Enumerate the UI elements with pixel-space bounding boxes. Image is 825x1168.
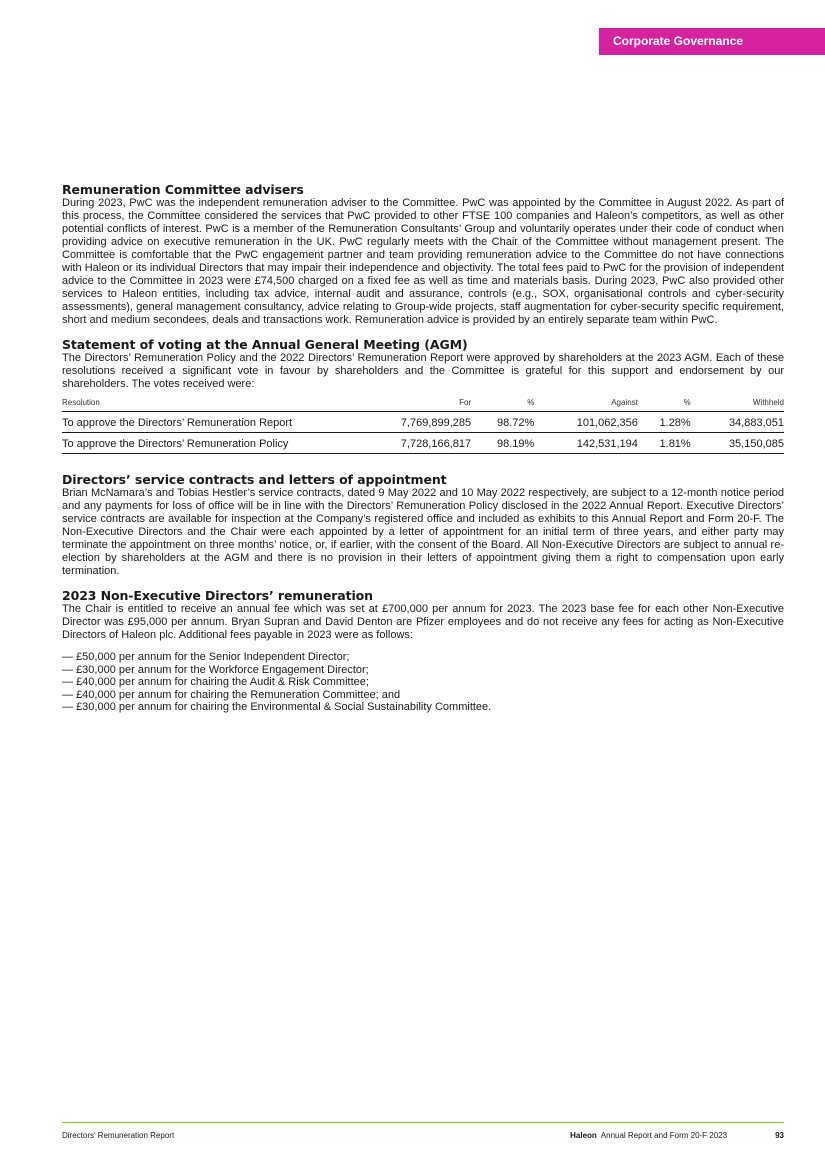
section-tag: Corporate Governance (599, 28, 825, 55)
header-against: Against (534, 398, 638, 412)
cell-for-percent: 98.72% (471, 412, 534, 433)
cell-against: 142,531,194 (534, 433, 638, 454)
advisers-section (62, 182, 784, 327)
list-item: — £40,000 per annum for chairing the Audit & Risk Committee; (62, 676, 784, 689)
list-item: — £50,000 per annum for the Senior Independent Director; (62, 651, 784, 664)
cell-for: 7,728,166,817 (352, 433, 471, 454)
header-for: For (352, 398, 471, 412)
list-item: — £30,000 per annum for the Workforce Engagement Director; (62, 664, 784, 677)
footer-divider (62, 1122, 784, 1123)
footer-section-title: Directors’ Remuneration Report (62, 1131, 175, 1140)
contracts-section (62, 472, 784, 578)
cell-against-percent: 1.81% (638, 433, 691, 454)
cell-withheld: 34,883,051 (691, 412, 784, 433)
ned-heading: 2023 Non-Executive Directors’ remuneration (62, 588, 373, 603)
cell-withheld: 35,150,085 (691, 433, 784, 454)
cell-for: 7,769,899,285 (352, 412, 471, 433)
page-content (62, 182, 784, 724)
list-item: — £30,000 per annum for chairing the Environmental & Social Sustainability Committee. (62, 701, 784, 714)
cell-resolution: To approve the Directors’ Remuneration Report (62, 412, 352, 433)
header-withheld: Withheld (691, 398, 784, 412)
advisers-body: During 2023, PwC was the independent remuneration adviser to the Committee. PwC was appointed by the Committee in August 2022. As part of this process, the Committee considered the services that PwC provided to other FTSE 100 companies and Haleon’s competitors, as well as other potential conflicts of interest. PwC is a member of the Remuneration Consultants’ Group and voluntarily operates under their code of conduct when providing advice on executive remuneration in the UK. PwC regularly meets with the Chair of the Committee without management present. The Committee is comfortable that the PwC engagement partner and team providing remuneration advice to the Committee do not have connections with Haleon or its individual Directors that may impair their independence and objectivity. The total fees paid to PwC for the provision of independent advice to the Committee in 2023 were £74,500 charged on a fixed fee as well as time and materials basis. During 2023, PwC also provided other services to Haleon entities, including tax advice, internal audit and assurance, controls (e.g., SOX, organisational controls and cyber-security assessments), general management consultancy, advice relating to Group-wide projects, staff augmentation for cyber-security specific requirement, short and medium secondees, deals and transactions work. Remuneration advice is provided by an entirely separate team within PwC. (62, 197, 784, 326)
header-resolution: Resolution (62, 398, 352, 412)
voting-table (62, 398, 784, 454)
page-number: 93 (775, 1131, 784, 1140)
table-row (62, 433, 784, 454)
advisers-heading: Remuneration Committee advisers (62, 182, 304, 197)
footer-report-title: Annual Report and Form 20-F 2023 (600, 1131, 728, 1140)
voting-section (62, 337, 784, 454)
table-header-row (62, 398, 784, 412)
header-against-percent: % (638, 398, 691, 412)
footer-brand: Haleon (570, 1131, 597, 1140)
voting-body: The Directors’ Remuneration Policy and the 2022 Directors’ Remuneration Report were approved by shareholders at the 2023 AGM. Each of these resolutions received a significant vote in favour by shareholders and the Committee is grateful for this support and endorsement by our shareholders. The votes received were: (62, 352, 784, 390)
header-for-percent: % (471, 398, 534, 412)
contracts-body: Brian McNamara’s and Tobias Hestler’s service contracts, dated 9 May 2022 and 10 May 2022 respectively, are subject to a 12-month notice period and any payments for loss of office will be in line with the Directors’ Remuneration Policy disclosed in the 2022 Annual Report. Executive Directors’ service contracts are available for inspection at the Company’s registered office and included as exhibits to this Annual Report and Form 20-F. The Non-Executive Directors and the Chair were each appointed by a letter of appointment for an initial term of three years, and either party may terminate the appointment on three months’ notice, or, if earlier, with the consent of the Board. All Non-Executive Directors are subject to annual re-election by shareholders at the AGM and there is no provision in their letters of appointment giving them a right to compensation upon early termination. (62, 487, 784, 577)
footer-report-info (570, 1131, 784, 1140)
list-item: — £40,000 per annum for chairing the Remuneration Committee; and (62, 689, 784, 702)
ned-section (62, 588, 784, 714)
ned-body: The Chair is entitled to receive an annual fee which was set at £700,000 per annum for 2023. The 2023 base fee for each other Non-Executive Director was £95,000 per annum. Bryan Supran and David Denton are Pfizer employees and do not receive any fees for acting as Non-Executive Directors of Haleon plc. Additional fees payable in 2023 were as follows: (62, 603, 784, 641)
cell-against: 101,062,356 (534, 412, 638, 433)
voting-heading: Statement of voting at the Annual General Meeting (AGM) (62, 337, 468, 352)
fees-list (62, 651, 784, 714)
table-row (62, 412, 784, 433)
contracts-heading: Directors’ service contracts and letters of appointment (62, 472, 447, 487)
cell-resolution: To approve the Directors’ Remuneration Policy (62, 433, 352, 454)
cell-for-percent: 98.19% (471, 433, 534, 454)
cell-against-percent: 1.28% (638, 412, 691, 433)
